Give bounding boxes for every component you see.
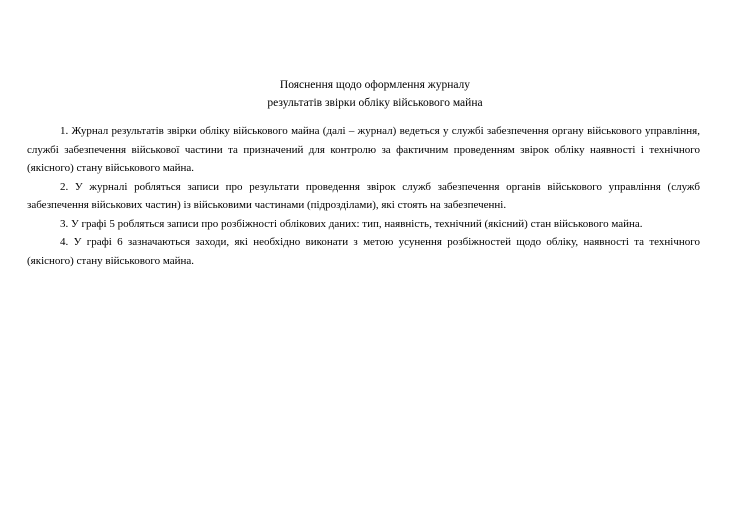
paragraph-4: 4. У графі 6 зазначаються заходи, які необхідно виконати з метою усунення розбіжностей щодо обліку, наявності та технічного (якісного) стану військового майна. bbox=[27, 236, 700, 267]
paragraph-2: 2. У журналі робляться записи про результати проведення звірок служб забезпечення органів військового управління (служб забезпечення військових частин) із військовими частинами (підрозділами), які стоять на забезпеченні. bbox=[27, 180, 700, 211]
document-title-line-1: Пояснення щодо оформлення журналу bbox=[279, 79, 471, 91]
paragraph-1: 1. Журнал результатів звірки обліку військового майна (далі – журнал) ведеться у службі забезпечення органу військового управління, службі забезпечення військової частини та призначений для контролю за фактичним проведенням звірок обліку наявності і технічного (якісного) стану військового майна. bbox=[27, 125, 700, 174]
document-title-line-2: результатів звірки обліку військового майна bbox=[267, 97, 483, 109]
paragraph-3: 3. У графі 5 робляться записи про розбіжності облікових даних: тип, наявність, технічний (якісний) стан військового майна. bbox=[60, 217, 643, 230]
document-body bbox=[27, 122, 700, 270]
